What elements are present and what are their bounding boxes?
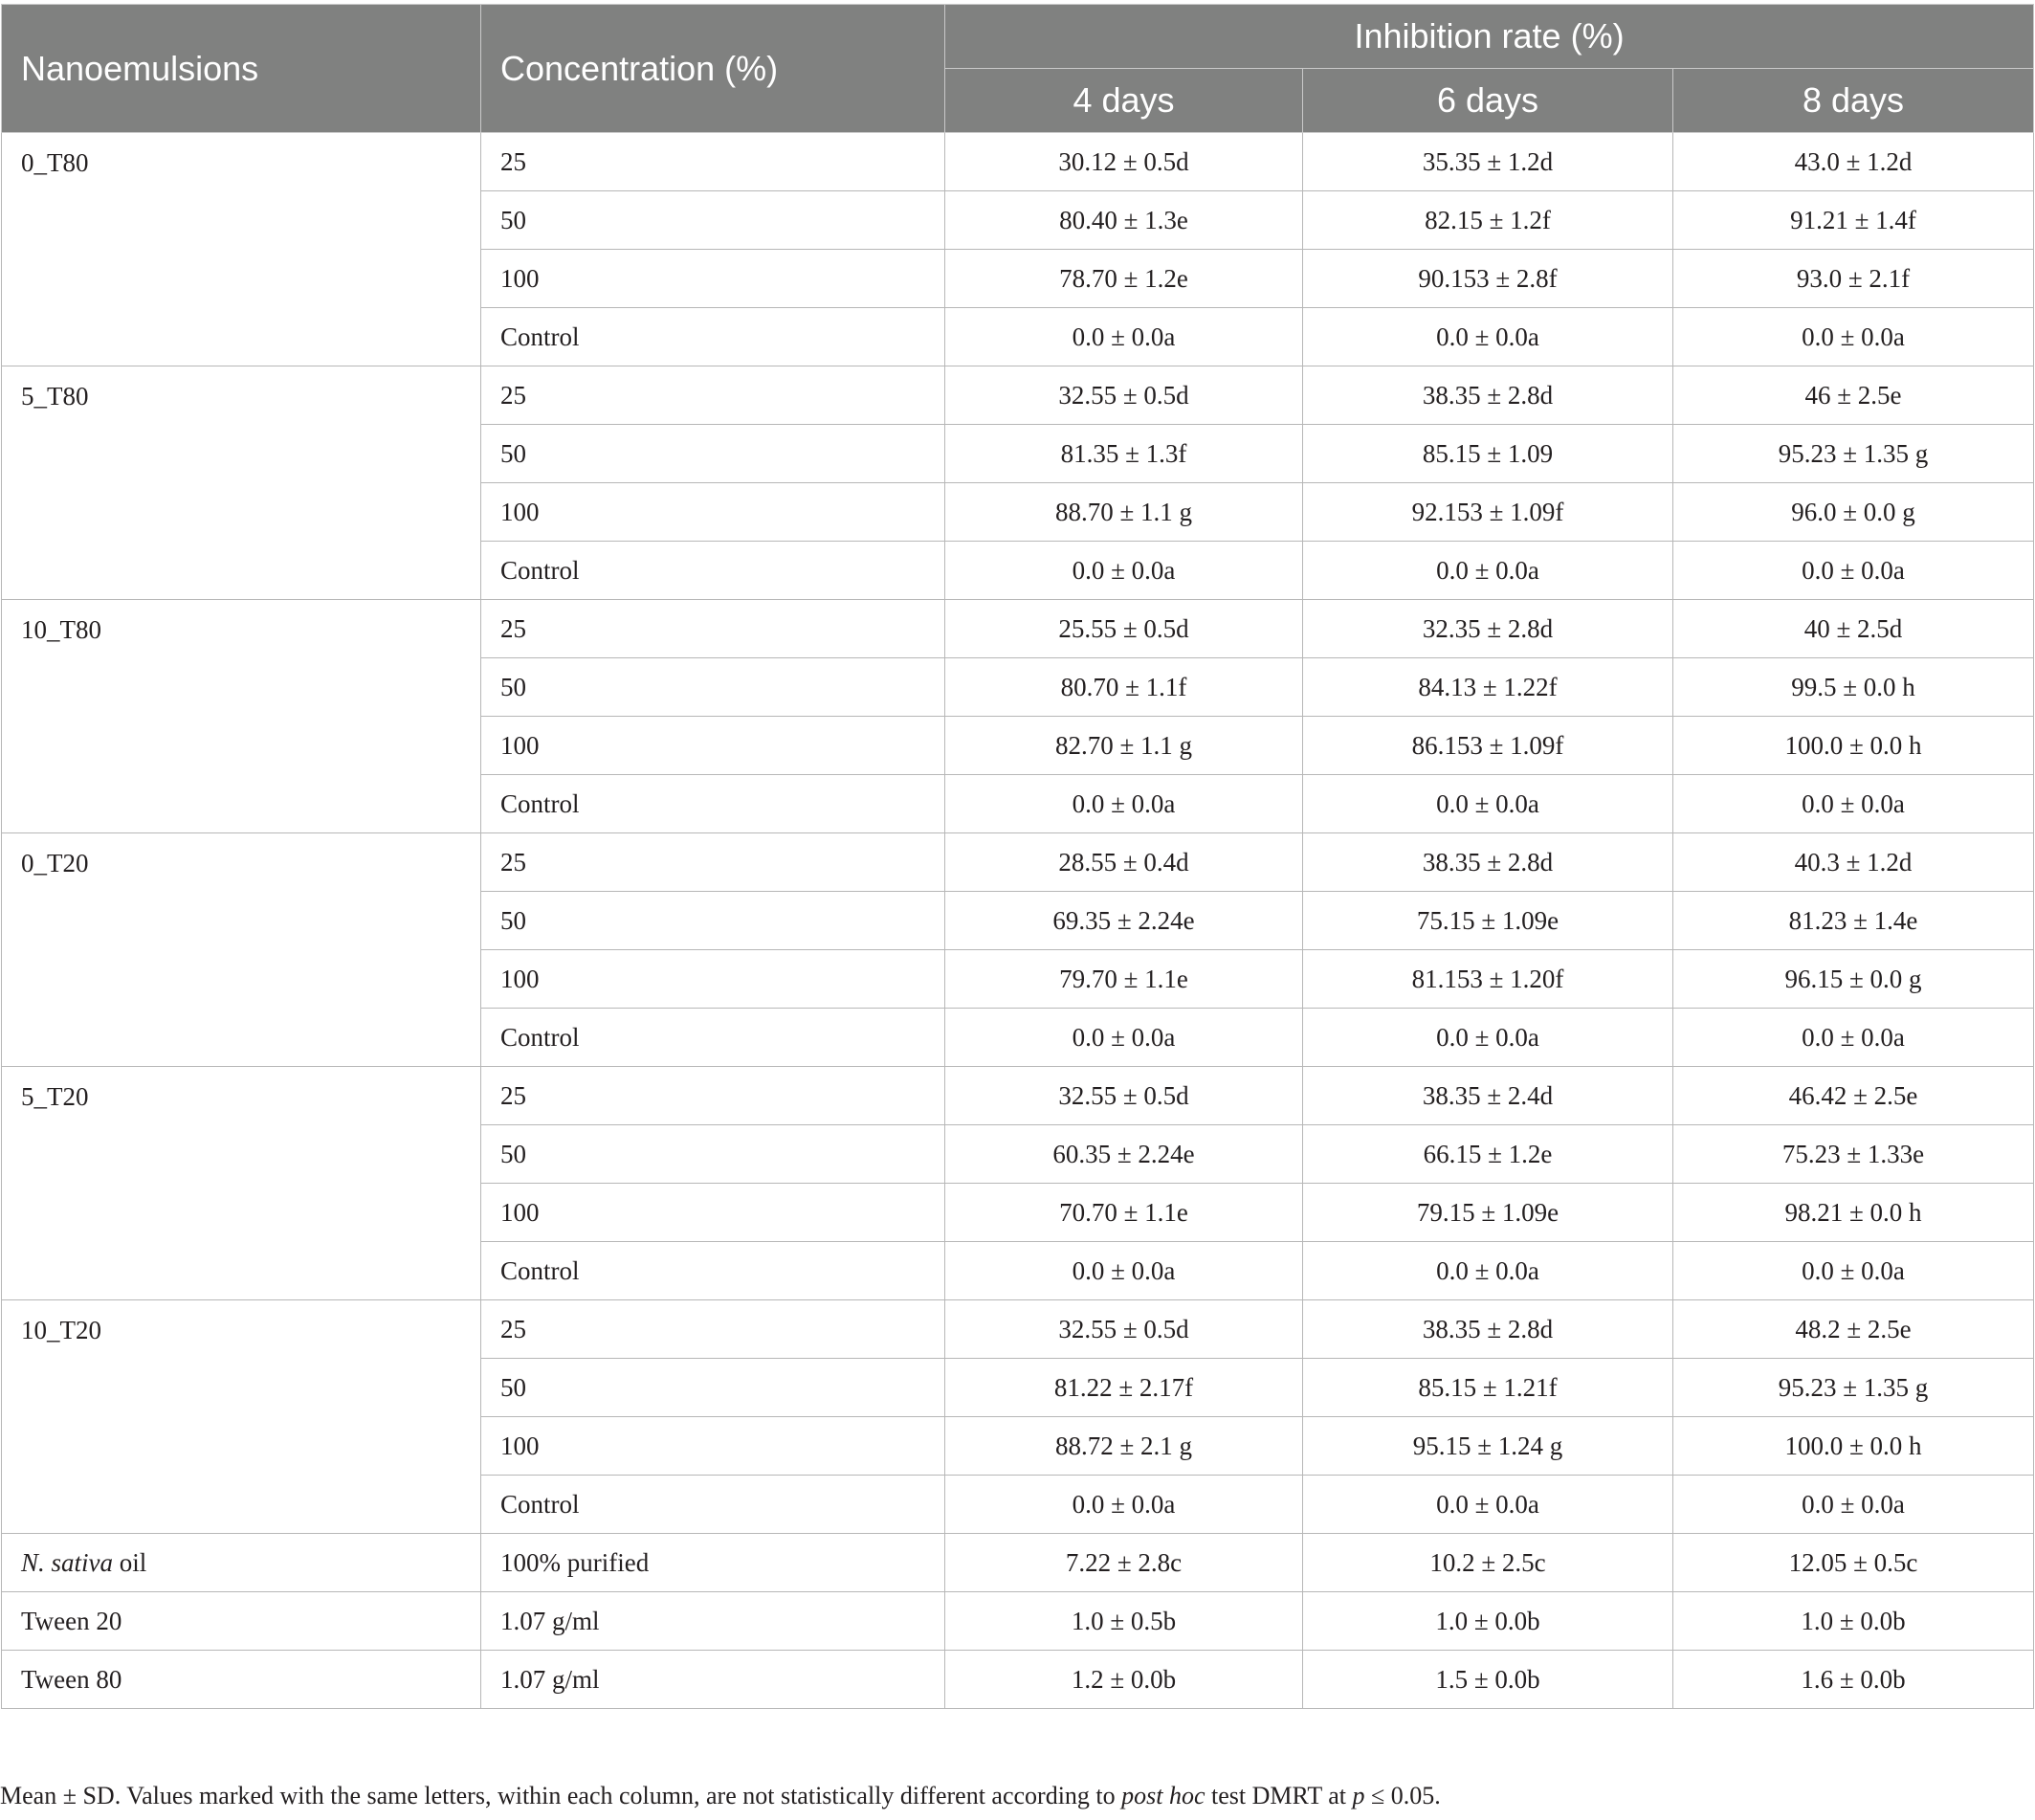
footnote-italic-post-hoc: post hoc	[1121, 1782, 1206, 1809]
value-day-6: 0.0 ± 0.0a	[1303, 775, 1673, 833]
table-row	[2, 1651, 2034, 1709]
concentration-cell: 100	[481, 717, 945, 775]
value-day-6: 75.15 ± 1.09e	[1303, 892, 1673, 950]
value-day-6: 0.0 ± 0.0a	[1303, 542, 1673, 600]
concentration-cell: 25	[481, 1067, 945, 1125]
value-day-6: 92.153 ± 1.09f	[1303, 483, 1673, 542]
value-day-4: 0.0 ± 0.0a	[945, 1476, 1303, 1534]
group-label: 0_T80	[2, 133, 481, 366]
concentration-cell: 50	[481, 425, 945, 483]
value-day-6: 38.35 ± 2.4d	[1303, 1067, 1673, 1125]
value-day-4: 25.55 ± 0.5d	[945, 600, 1303, 658]
concentration-cell: 50	[481, 191, 945, 250]
value-day-8: 98.21 ± 0.0 h	[1673, 1184, 2034, 1242]
value-day-6: 66.15 ± 1.2e	[1303, 1125, 1673, 1184]
value-day-4: 32.55 ± 0.5d	[945, 366, 1303, 425]
value-day-4: 30.12 ± 0.5d	[945, 133, 1303, 191]
table-body	[2, 133, 2034, 1709]
value-day-8: 1.0 ± 0.0b	[1673, 1592, 2034, 1651]
value-day-8: 0.0 ± 0.0a	[1673, 1009, 2034, 1067]
value-day-4: 81.22 ± 2.17f	[945, 1359, 1303, 1417]
value-day-8: 96.15 ± 0.0 g	[1673, 950, 2034, 1009]
value-day-6: 79.15 ± 1.09e	[1303, 1184, 1673, 1242]
value-day-8: 0.0 ± 0.0a	[1673, 1242, 2034, 1300]
value-day-6: 85.15 ± 1.21f	[1303, 1359, 1673, 1417]
value-day-4: 28.55 ± 0.4d	[945, 833, 1303, 892]
value-day-8: 75.23 ± 1.33e	[1673, 1125, 2034, 1184]
value-day-4: 88.72 ± 2.1 g	[945, 1417, 1303, 1476]
reference-label	[2, 1592, 481, 1651]
value-day-8: 93.0 ± 2.1f	[1673, 250, 2034, 308]
table-row	[2, 1592, 2034, 1651]
table-row	[2, 1067, 2034, 1125]
value-day-6: 0.0 ± 0.0a	[1303, 1476, 1673, 1534]
value-day-8: 46.42 ± 2.5e	[1673, 1067, 2034, 1125]
value-day-8: 0.0 ± 0.0a	[1673, 308, 2034, 366]
value-day-6: 95.15 ± 1.24 g	[1303, 1417, 1673, 1476]
value-day-4: 70.70 ± 1.1e	[945, 1184, 1303, 1242]
reference-label-text: Tween 80	[21, 1664, 122, 1694]
value-day-4: 69.35 ± 2.24e	[945, 892, 1303, 950]
value-day-6: 90.153 ± 2.8f	[1303, 250, 1673, 308]
value-day-4: 82.70 ± 1.1 g	[945, 717, 1303, 775]
reference-label	[2, 1651, 481, 1709]
value-day-8: 81.23 ± 1.4e	[1673, 892, 2034, 950]
value-day-8: 43.0 ± 1.2d	[1673, 133, 2034, 191]
value-day-4: 0.0 ± 0.0a	[945, 542, 1303, 600]
species-name-italic: N. sativa	[21, 1547, 114, 1577]
header-inhibition-rate: Inhibition rate (%)	[945, 5, 2034, 69]
concentration-cell: 100	[481, 1184, 945, 1242]
concentration-cell: Control	[481, 542, 945, 600]
value-day-8: 0.0 ± 0.0a	[1673, 542, 2034, 600]
concentration-cell: 1.07 g/ml	[481, 1651, 945, 1709]
value-day-6: 38.35 ± 2.8d	[1303, 366, 1673, 425]
group-label: 10_T20	[2, 1300, 481, 1534]
concentration-cell: 50	[481, 1359, 945, 1417]
concentration-cell: 100% purified	[481, 1534, 945, 1592]
value-day-4: 0.0 ± 0.0a	[945, 775, 1303, 833]
value-day-4: 7.22 ± 2.8c	[945, 1534, 1303, 1592]
table-row	[2, 366, 2034, 425]
value-day-6: 82.15 ± 1.2f	[1303, 191, 1673, 250]
table-row	[2, 1300, 2034, 1359]
value-day-4: 0.0 ± 0.0a	[945, 1009, 1303, 1067]
reference-label-text: oil	[113, 1547, 147, 1577]
table-row	[2, 133, 2034, 191]
header-concentration: Concentration (%)	[481, 5, 945, 133]
value-day-6: 0.0 ± 0.0a	[1303, 1242, 1673, 1300]
footnote-text-2: test DMRT at	[1205, 1782, 1353, 1809]
value-day-8: 100.0 ± 0.0 h	[1673, 717, 2034, 775]
concentration-cell: 50	[481, 658, 945, 717]
value-day-6: 38.35 ± 2.8d	[1303, 1300, 1673, 1359]
value-day-6: 86.153 ± 1.09f	[1303, 717, 1673, 775]
concentration-cell: Control	[481, 1476, 945, 1534]
concentration-cell: 100	[481, 950, 945, 1009]
group-label: 5_T80	[2, 366, 481, 600]
value-day-6: 32.35 ± 2.8d	[1303, 600, 1673, 658]
value-day-8: 46 ± 2.5e	[1673, 366, 2034, 425]
header-nanoemulsions: Nanoemulsions	[2, 5, 481, 133]
reference-label-text: Tween 20	[21, 1606, 122, 1635]
concentration-cell: 25	[481, 133, 945, 191]
value-day-4: 1.0 ± 0.5b	[945, 1592, 1303, 1651]
value-day-8: 91.21 ± 1.4f	[1673, 191, 2034, 250]
concentration-cell: 50	[481, 892, 945, 950]
header-day-4: 4 days	[945, 69, 1303, 133]
group-label: 10_T80	[2, 600, 481, 833]
table-row	[2, 833, 2034, 892]
reference-label	[2, 1534, 481, 1592]
value-day-6: 84.13 ± 1.22f	[1303, 658, 1673, 717]
value-day-4: 80.40 ± 1.3e	[945, 191, 1303, 250]
header-day-8: 8 days	[1673, 69, 2034, 133]
value-day-6: 85.15 ± 1.09	[1303, 425, 1673, 483]
concentration-cell: 50	[481, 1125, 945, 1184]
header-day-6: 6 days	[1303, 69, 1673, 133]
footnote-text-3: ≤ 0.05.	[1364, 1782, 1441, 1809]
concentration-cell: 100	[481, 1417, 945, 1476]
concentration-cell: Control	[481, 775, 945, 833]
value-day-8: 0.0 ± 0.0a	[1673, 775, 2034, 833]
concentration-cell: 100	[481, 483, 945, 542]
table-row	[2, 600, 2034, 658]
value-day-4: 88.70 ± 1.1 g	[945, 483, 1303, 542]
value-day-6: 10.2 ± 2.5c	[1303, 1534, 1673, 1592]
value-day-4: 79.70 ± 1.1e	[945, 950, 1303, 1009]
table-header	[2, 5, 2034, 133]
value-day-4: 60.35 ± 2.24e	[945, 1125, 1303, 1184]
value-day-8: 99.5 ± 0.0 h	[1673, 658, 2034, 717]
concentration-cell: 25	[481, 600, 945, 658]
value-day-6: 38.35 ± 2.8d	[1303, 833, 1673, 892]
value-day-8: 0.0 ± 0.0a	[1673, 1476, 2034, 1534]
value-day-4: 32.55 ± 0.5d	[945, 1300, 1303, 1359]
concentration-cell: 1.07 g/ml	[481, 1592, 945, 1651]
group-label: 0_T20	[2, 833, 481, 1067]
value-day-4: 0.0 ± 0.0a	[945, 308, 1303, 366]
value-day-4: 1.2 ± 0.0b	[945, 1651, 1303, 1709]
value-day-8: 40.3 ± 1.2d	[1673, 833, 2034, 892]
group-label: 5_T20	[2, 1067, 481, 1300]
value-day-6: 0.0 ± 0.0a	[1303, 1009, 1673, 1067]
concentration-cell: 25	[481, 833, 945, 892]
value-day-6: 1.0 ± 0.0b	[1303, 1592, 1673, 1651]
value-day-6: 0.0 ± 0.0a	[1303, 308, 1673, 366]
table-footnote	[0, 1782, 1441, 1810]
value-day-4: 32.55 ± 0.5d	[945, 1067, 1303, 1125]
value-day-8: 1.6 ± 0.0b	[1673, 1651, 2034, 1709]
concentration-cell: Control	[481, 1242, 945, 1300]
footnote-italic-p: p	[1352, 1782, 1365, 1809]
value-day-6: 81.153 ± 1.20f	[1303, 950, 1673, 1009]
value-day-8: 40 ± 2.5d	[1673, 600, 2034, 658]
inhibition-rate-table	[1, 4, 2034, 1709]
value-day-6: 1.5 ± 0.0b	[1303, 1651, 1673, 1709]
concentration-cell: 25	[481, 1300, 945, 1359]
concentration-cell: 100	[481, 250, 945, 308]
table-row	[2, 1534, 2034, 1592]
value-day-4: 78.70 ± 1.2e	[945, 250, 1303, 308]
value-day-8: 100.0 ± 0.0 h	[1673, 1417, 2034, 1476]
value-day-8: 12.05 ± 0.5c	[1673, 1534, 2034, 1592]
value-day-8: 96.0 ± 0.0 g	[1673, 483, 2034, 542]
value-day-8: 48.2 ± 2.5e	[1673, 1300, 2034, 1359]
value-day-4: 81.35 ± 1.3f	[945, 425, 1303, 483]
concentration-cell: Control	[481, 1009, 945, 1067]
value-day-4: 0.0 ± 0.0a	[945, 1242, 1303, 1300]
value-day-6: 35.35 ± 1.2d	[1303, 133, 1673, 191]
value-day-4: 80.70 ± 1.1f	[945, 658, 1303, 717]
concentration-cell: Control	[481, 308, 945, 366]
footnote-text-1: Mean ± SD. Values marked with the same letters, within each column, are not statistically different according to	[0, 1782, 1122, 1809]
concentration-cell: 25	[481, 366, 945, 425]
value-day-8: 95.23 ± 1.35 g	[1673, 425, 2034, 483]
value-day-8: 95.23 ± 1.35 g	[1673, 1359, 2034, 1417]
